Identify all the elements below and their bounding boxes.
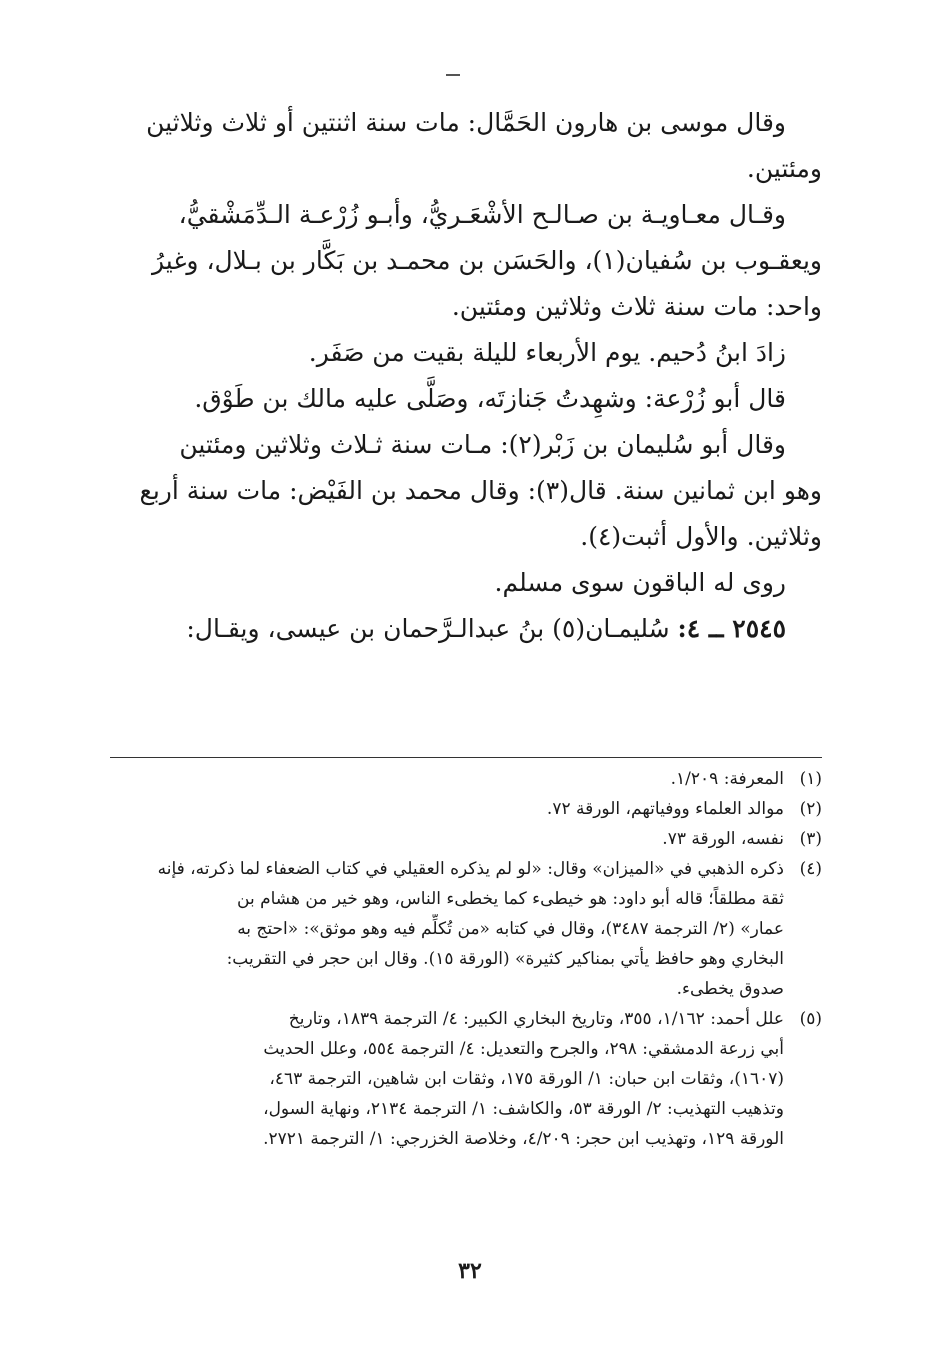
footnote-number: (٢) (799, 799, 822, 819)
footnote-line: صدوق يخطىء. (676, 979, 784, 999)
footnote-line: البخاري وهو حافظ يأتي بمناكير كثيرة» (الورقة ١٥). وقال ابن حجر في التقريب: (226, 949, 784, 969)
footnote-line: ذكره الذهبي في «الميزان» وقال: «لو لم يذكره العقيلي في كتاب الضعفاء لما ذكرته، فإنه (157, 859, 784, 879)
footnote-line: المعرفة: ١/٢٠٩. (670, 769, 784, 789)
paragraph-5 (110, 422, 822, 560)
main-text (110, 100, 822, 652)
footnote-line: نفسه، الورقة ٧٣. (662, 829, 784, 849)
text-line: وهو ابن ثمانين سنة. قال(٣): وقال محمد بن الفَيْض: مات سنة أربع (139, 476, 822, 505)
paragraph-4 (110, 376, 822, 422)
paragraph-3 (110, 330, 822, 376)
footnote-line: ثقة مطلقاً؛ قاله أبو داود: هو خيطىء كما يخطىء الناس، وهو خير من هشام بن (237, 889, 784, 909)
text-line: روى له الباقون سوى مسلم. (494, 568, 786, 597)
page-number: ٣٢ (458, 1258, 482, 1284)
text-line: زادَ ابنُ دُحيم. يوم الأربعاء لليلة بقيت من صَفَر. (308, 338, 786, 367)
footnote-line: وتذهيب التهذيب: ٢/ الورقة ٥٣، والكاشف: ١/ الترجمة ٢١٣٤، ونهاية السول، (263, 1099, 784, 1119)
text-line: وقال موسى بن هارون الحَمَّال: مات سنة اثنتين أو ثلاث وثلاثين (146, 108, 786, 137)
footnote-number: (٣) (799, 829, 822, 849)
entry-number: ٢٥٤٥ ــ ٤: (677, 614, 786, 643)
top-dash-mark (446, 74, 460, 76)
paragraph-1 (110, 100, 822, 192)
footnote-line: علل أحمد: ١/١٦٢، ٣٥٥، وتاريخ البخاري الكبير: ٤/ الترجمة ١٨٣٩، وتاريخ (288, 1009, 784, 1029)
text-line: قال أبو زُرْعة: وشهِدتُ جَنازتَه، وصَلَّى عليه مالك بن طَوْق. (194, 384, 786, 413)
paragraph-2 (110, 192, 822, 330)
footnote-line: (١٦٠٧)، وثقات ابن حبان: ١/ الورقة ١٧٥، وثقات ابن شاهين، الترجمة ٤٦٣، (269, 1069, 784, 1089)
footnote-line: أبي زرعة الدمشقي: ٢٩٨، والجرح والتعديل: ٤/ الترجمة ٥٥٤، وعلل الحديث (263, 1039, 784, 1059)
text-line: ويعقـوب بن سُفيان(١)، والحَسَن بن محمـد بن بَكَّار بن بـلال، وغيرُ (152, 246, 822, 275)
entry-heading (110, 606, 822, 652)
footnote-1 (110, 764, 822, 794)
footnote-line: موالد العلماء ووفياتهم، الورقة ٧٢. (546, 799, 784, 819)
footnote-3 (110, 824, 822, 854)
entry-text: سُليمـان(٥) بنُ عبدالـرَّحمان بن عيسى، ويقـال: (186, 614, 670, 643)
footnote-2 (110, 794, 822, 824)
footnote-number: (٤) (799, 859, 822, 879)
text-line: واحد: مات سنة ثلاث وثلاثين ومئتين. (451, 292, 822, 321)
paragraph-6 (110, 560, 822, 606)
footnote-4 (110, 854, 822, 1004)
footnote-5 (110, 1004, 822, 1154)
footnote-number: (١) (799, 769, 822, 789)
footnote-line: عمار» (٢/ الترجمة ٣٤٨٧)، وقال في كتابه «من تُكلِّم فيه وهو موثق»: «احتج به (237, 919, 784, 939)
text-line: ومئتين. (746, 154, 822, 183)
text-line: وقال أبو سُليمان بن زَبْر(٢): مـات سنة ثـلاث وثلاثين ومئتين (179, 430, 786, 459)
footnotes (110, 764, 822, 1154)
text-line: وثلاثين. والأول أثبت(٤). (580, 522, 822, 551)
footnote-separator (110, 757, 822, 758)
entry-line (110, 606, 822, 652)
footnote-number: (٥) (799, 1009, 822, 1029)
text-line: وقـال معـاويـة بن صـالـح الأشْعَـريُّ، وأبـو زُرْعـة الـدِّمَشْقيُّ، (178, 200, 786, 229)
footnote-line: الورقة ١٢٩، وتهذيب ابن حجر: ٤/٢٠٩، وخلاصة الخزرجي: ١/ الترجمة ٢٧٢١. (263, 1129, 784, 1149)
